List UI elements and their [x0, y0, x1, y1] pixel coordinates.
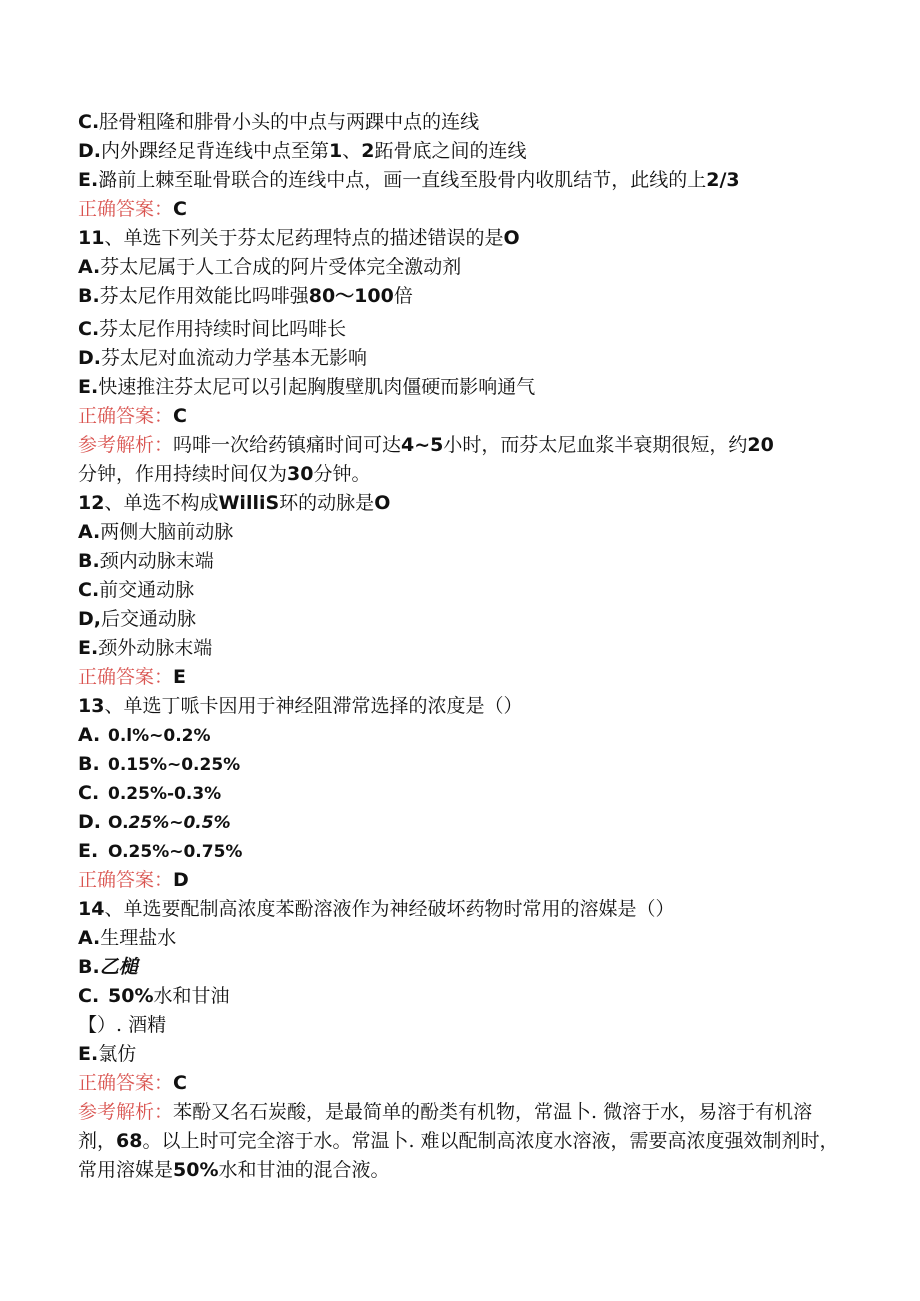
analysis-number: 30	[287, 463, 314, 485]
question-number: 13	[78, 695, 105, 717]
question-term: WilliS	[218, 492, 280, 514]
question-end: O	[374, 492, 391, 514]
option-text: 前交通动脉	[99, 579, 195, 601]
answer-label: 正确答案：	[78, 869, 174, 891]
option-number: 1	[329, 140, 343, 162]
answer-line	[78, 866, 848, 895]
question-text: 、单选下列关于芬太尼药理特点的描述错误的是	[104, 227, 504, 249]
option-letter: D.	[78, 140, 101, 162]
option-text: 倍	[393, 285, 413, 307]
question-title	[78, 895, 848, 924]
document-page	[78, 108, 848, 1185]
answer-value: D	[173, 869, 189, 891]
option-letter: D,	[78, 608, 101, 630]
answer-label: 正确答案：	[78, 198, 174, 220]
question-text: 环的动脉是	[279, 492, 375, 514]
option-text: 颈内动脉末端	[99, 550, 214, 572]
option-letter: B.	[78, 285, 100, 307]
analysis-label: 参考解析：	[78, 434, 174, 456]
option-text: 跖骨底之间的连线	[374, 140, 527, 162]
option-letter: E.	[78, 637, 99, 659]
option-text: 两侧大脑前动脉	[100, 521, 234, 543]
answer-line	[78, 402, 848, 431]
analysis-number: 50%	[173, 1159, 219, 1181]
option-number: 80〜100	[308, 285, 394, 307]
analysis	[78, 1098, 848, 1185]
option-text: 快速推注芬太尼可以引起胸腹壁肌肉僵硬而影响通气	[98, 376, 536, 398]
option-text: 乙槌	[99, 956, 138, 978]
analysis-text: 。以上时可完全溶于水。常温卜. 难以配制高浓度水溶液，需要高浓度强效制剂时，常用溶媒是	[78, 1130, 839, 1181]
option-text: 后交通动脉	[101, 608, 197, 630]
analysis-text: 吗啡一次给药镇痛时间可达	[173, 434, 402, 456]
option-letter: C.	[78, 782, 100, 804]
option-d	[78, 137, 848, 166]
question-title	[78, 224, 848, 253]
option-e	[78, 634, 848, 663]
option-letter: E.	[78, 376, 99, 398]
analysis-text: 水和甘油的混合液。	[218, 1159, 390, 1181]
answer-line	[78, 1069, 848, 1098]
question-title	[78, 489, 848, 518]
option-d	[78, 344, 848, 373]
answer-line	[78, 663, 848, 692]
option-text: 生理盐水	[100, 927, 177, 949]
option-number: 2	[361, 140, 375, 162]
option-text: 氯仿	[98, 1043, 137, 1065]
option-c	[78, 779, 848, 808]
option-d	[78, 1011, 848, 1040]
analysis-label: 参考解析：	[78, 1101, 174, 1123]
option-letter: E.	[78, 1043, 99, 1065]
option-text: 0.15%~0.25%	[108, 755, 241, 775]
question-number: 12	[78, 492, 105, 514]
option-letter: A.	[78, 927, 101, 949]
question-end: O	[503, 227, 520, 249]
option-e	[78, 1040, 848, 1069]
option-text: 潞前上棘至耻骨联合的连线中点，画一直线至股骨内收肌结节，此线的上	[98, 169, 707, 191]
answer-value: C	[173, 405, 187, 427]
option-letter: D.	[78, 347, 101, 369]
option-text: 芬太尼作用持续时间比吗啡长	[99, 318, 347, 340]
analysis-text: 分钟。	[313, 463, 371, 485]
option-letter: E.	[78, 169, 99, 191]
option-text: O.25%~0.75%	[108, 842, 243, 862]
analysis-number: 20	[747, 434, 774, 456]
option-a	[78, 253, 848, 282]
option-letter: B.	[78, 956, 100, 978]
option-c	[78, 982, 848, 1011]
answer-label: 正确答案：	[78, 405, 174, 427]
option-b	[78, 547, 848, 576]
question-text: 、单选要配制高浓度苯酚溶液作为神经破坏药物时常用的溶媒是（）	[104, 898, 675, 920]
answer-value: E	[173, 666, 186, 688]
question-text: 、单选丁哌卡因用于神经阻滞常选择的浓度是（）	[104, 695, 523, 717]
option-text: 芬太尼作用效能比吗啡强	[99, 285, 309, 307]
option-text: 颈外动脉末端	[98, 637, 213, 659]
answer-value: C	[173, 1072, 187, 1094]
option-c	[78, 108, 848, 137]
analysis-text: 分钟，作用持续时间仅为	[78, 463, 288, 485]
option-e	[78, 373, 848, 402]
answer-label: 正确答案：	[78, 666, 174, 688]
option-letter: C.	[78, 985, 100, 1007]
analysis-text: 苯酚又名石炭酸，是最简单的酚类有机物，常温卜. 微溶于水，易溶于有机溶剂，	[78, 1101, 813, 1152]
option-text: . 酒精	[116, 1014, 167, 1036]
option-text: 胫骨粗隆和腓骨小头的中点与两踝中点的连线	[99, 111, 480, 133]
answer-value: C	[173, 198, 187, 220]
option-b	[78, 750, 848, 779]
option-letter: B.	[78, 550, 100, 572]
option-d	[78, 808, 848, 837]
option-text: 0.l%~0.2%	[108, 726, 211, 746]
option-text: 芬太尼对血流动力学基本无影响	[101, 347, 368, 369]
option-a	[78, 721, 848, 750]
option-letter: C.	[78, 318, 100, 340]
option-a	[78, 924, 848, 953]
option-letter: A.	[78, 521, 101, 543]
analysis	[78, 431, 848, 489]
question-title	[78, 692, 848, 721]
analysis-text: 小时，而芬太尼血浆半衰期很短，约	[443, 434, 748, 456]
option-separator: 、	[342, 140, 362, 162]
option-text: 25%~0.5%	[128, 813, 231, 833]
option-text: O.	[108, 813, 129, 833]
option-letter: B.	[78, 753, 100, 775]
option-letter: D.	[78, 811, 101, 833]
option-letter: C.	[78, 111, 100, 133]
option-c	[78, 315, 848, 344]
option-letter: A.	[78, 724, 101, 746]
option-e	[78, 166, 848, 195]
option-a	[78, 518, 848, 547]
option-b	[78, 282, 848, 311]
option-text: 0.25%-0.3%	[108, 784, 222, 804]
option-letter: 【）	[78, 1014, 117, 1036]
option-letter: C.	[78, 579, 100, 601]
option-number: 2/3	[706, 169, 740, 191]
option-text: 水和甘油	[153, 985, 230, 1007]
option-text: 芬太尼属于人工合成的阿片受体完全激动剂	[100, 256, 462, 278]
option-number: 50%	[108, 985, 154, 1007]
option-letter: E.	[78, 840, 99, 862]
option-text: 内外踝经足背连线中点至第	[101, 140, 330, 162]
option-c	[78, 576, 848, 605]
answer-label: 正确答案：	[78, 1072, 174, 1094]
question-number: 11	[78, 227, 105, 249]
option-letter: A.	[78, 256, 101, 278]
option-d	[78, 605, 848, 634]
question-number: 14	[78, 898, 105, 920]
option-b	[78, 953, 848, 982]
question-text: 、单选不构成	[104, 492, 219, 514]
option-e	[78, 837, 848, 866]
answer-line	[78, 195, 848, 224]
analysis-number: 68	[116, 1130, 143, 1152]
analysis-number: 4~5	[401, 434, 444, 456]
